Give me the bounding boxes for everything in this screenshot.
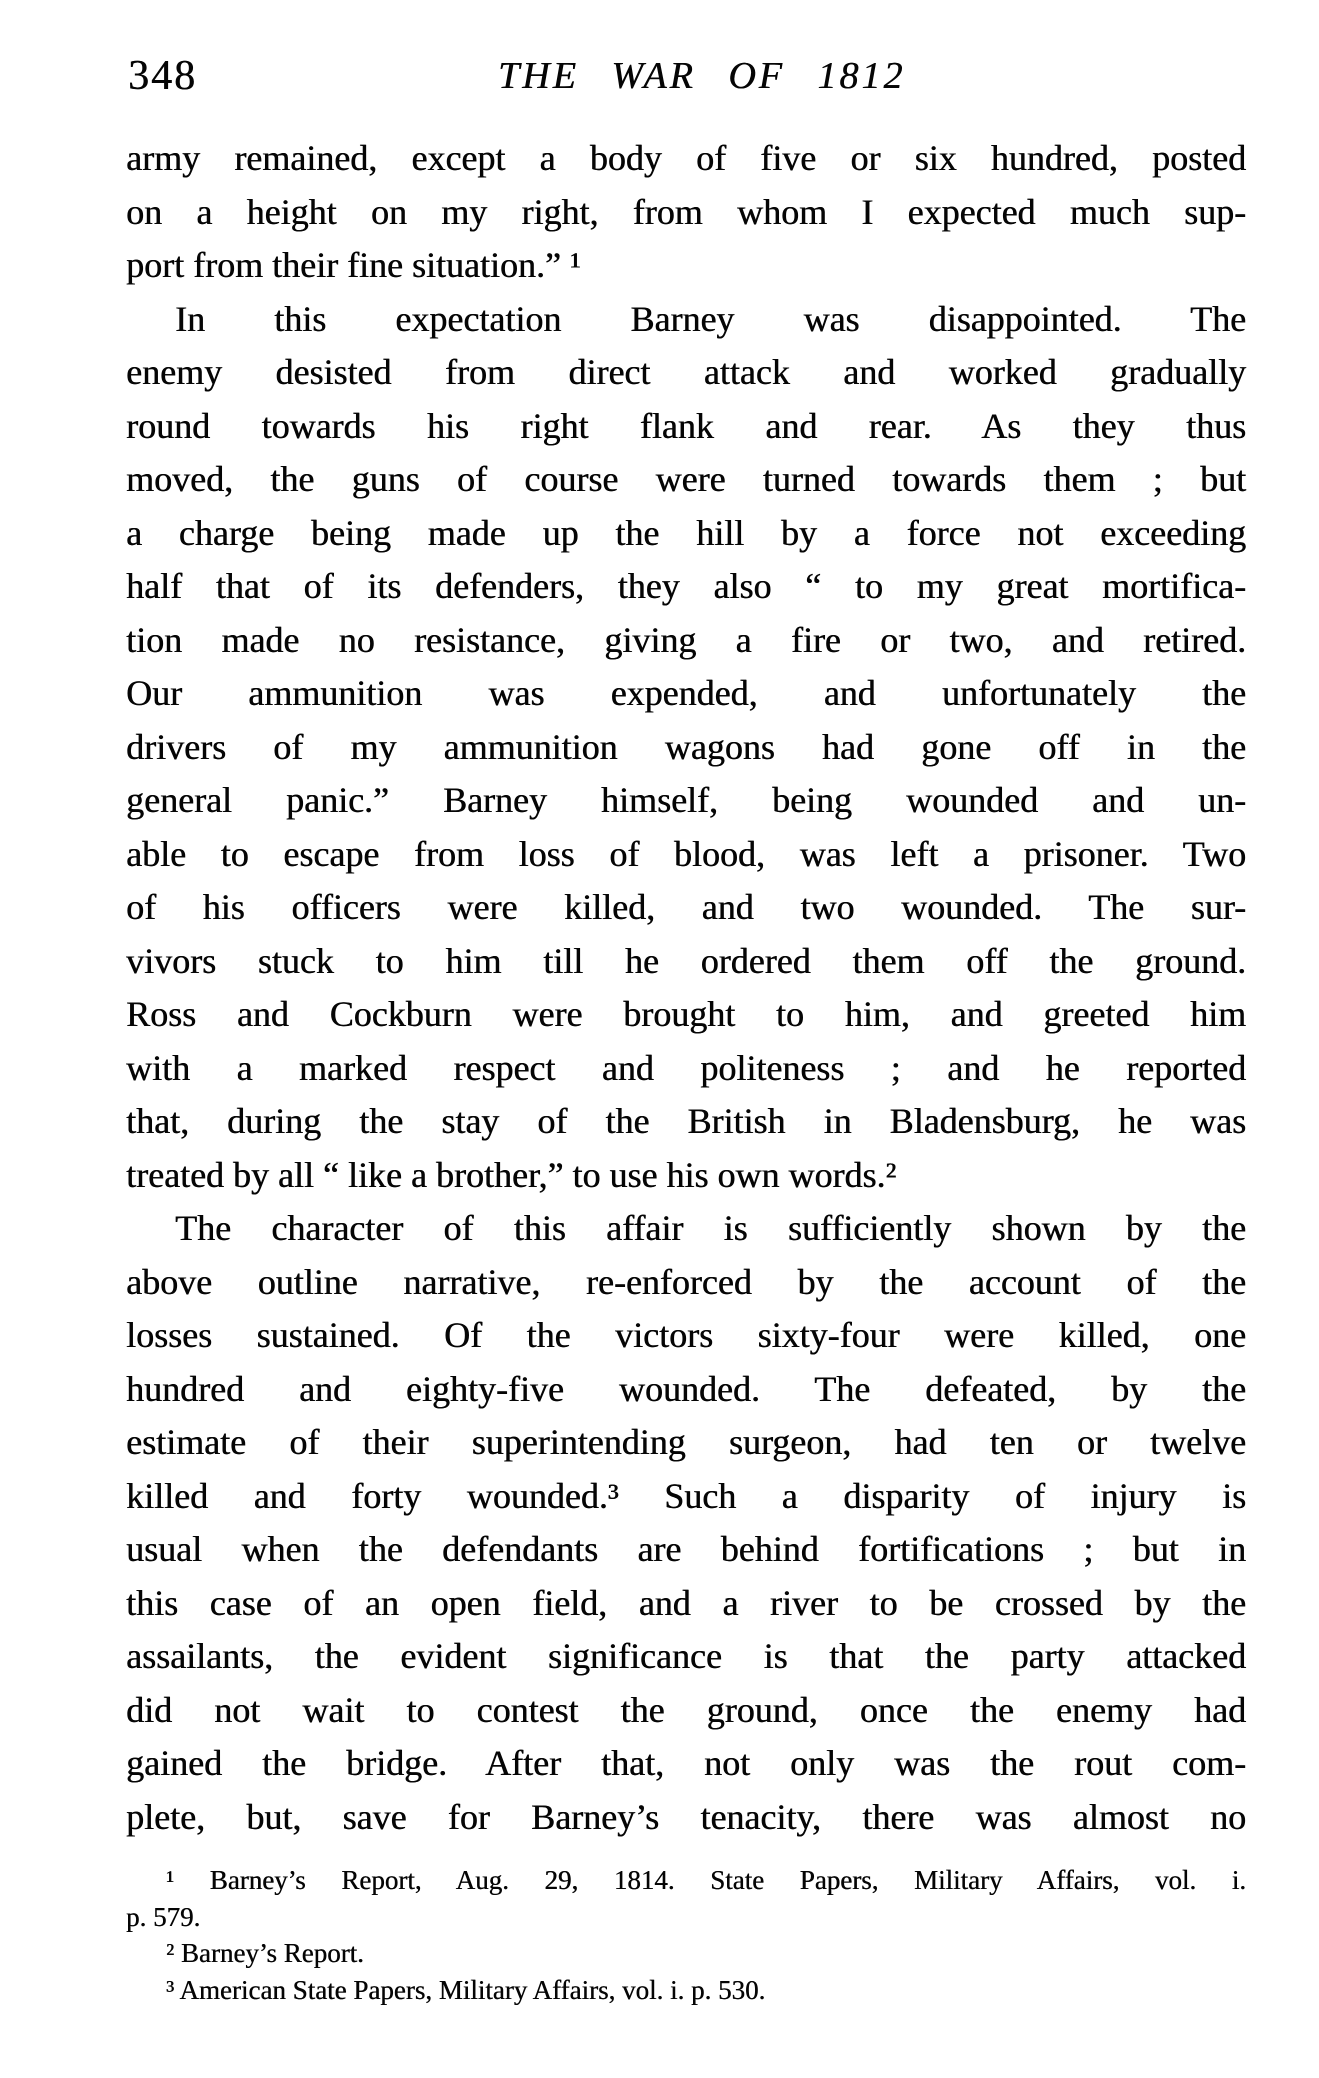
body-line: above outline narrative, re-enforced by the account of the [126, 1261, 1246, 1302]
body-line: on a height on my right, from whom I expected much sup- [126, 191, 1246, 232]
body-text [126, 132, 1246, 1844]
body-line: vivors stuck to him till he ordered them off the ground. [126, 940, 1246, 981]
body-line: army remained, except a body of five or six hundred, posted [126, 138, 1246, 178]
body-line: port from their fine situation.” ¹ [126, 245, 581, 285]
body-line: tion made no resistance, giving a fire or two, and retired. [126, 619, 1246, 660]
body-line: estimate of their superintending surgeon, had ten or twelve [126, 1422, 1246, 1462]
footnote-line: ¹ Barney’s Report, Aug. 29, 1814. State Papers, Military Affairs, vol. i. [166, 1865, 1246, 1895]
body-line: drivers of my ammunition wagons had gone off in the [126, 726, 1246, 767]
footnote-line: p. 579. [126, 1901, 201, 1932]
body-line: of his officers were killed, and two wounded. The sur- [126, 887, 1246, 927]
body-line: able to escape from loss of blood, was left a prisoner. Two [126, 833, 1246, 874]
body-line: In this expectation Barney was disappointed. The [175, 298, 1246, 339]
body-line: treated by all “ like a brother,” to use his own words.² [126, 1154, 897, 1195]
body-line: round towards his right flank and rear. As they thus [126, 405, 1246, 446]
footnote-line: ² Barney’s Report. [166, 1938, 364, 1968]
body-line: hundred and eighty-five wounded. The defeated, by the [126, 1368, 1246, 1409]
body-line: moved, the guns of course were turned towards them ; but [126, 459, 1246, 499]
body-line: half that of its defenders, they also “ to my great mortifica- [126, 566, 1246, 606]
body-line: losses sustained. Of the victors sixty-four were killed, one [126, 1315, 1246, 1355]
page-header [126, 50, 1245, 100]
body-line: plete, but, save for Barney’s tenacity, there was almost no [126, 1796, 1246, 1837]
body-line: gained the bridge. After that, not only was the rout com- [126, 1743, 1246, 1783]
footnotes [126, 1862, 1246, 2008]
body-line: a charge being made up the hill by a force not exceeding [126, 512, 1246, 553]
body-line: enemy desisted from direct attack and worked gradually [126, 352, 1246, 392]
body-line: usual when the defendants are behind fortifications ; but in [126, 1529, 1246, 1569]
body-line: Our ammunition was expended, and unfortunately the [126, 673, 1246, 713]
running-title: THE WAR OF 1812 [498, 55, 906, 97]
body-line: did not wait to contest the ground, once the enemy had [126, 1689, 1246, 1730]
body-line: The character of this affair is sufficiently shown by the [175, 1208, 1246, 1248]
body-line: with a marked respect and politeness ; and he reported [126, 1047, 1246, 1088]
body-line: that, during the stay of the British in Bladensburg, he was [126, 1101, 1246, 1141]
body-line: this case of an open field, and a river to be crossed by the [126, 1582, 1246, 1623]
footnote-line: ³ American State Papers, Military Affairs, vol. i. p. 530. [166, 1974, 766, 2005]
body-line: killed and forty wounded.³ Such a disparity of injury is [126, 1475, 1246, 1516]
body-line: assailants, the evident significance is that the party attacked [126, 1636, 1246, 1676]
body-line: general panic.” Barney himself, being wounded and un- [126, 780, 1246, 820]
page-number: 348 [128, 53, 197, 99]
body-line: Ross and Cockburn were brought to him, and greeted him [126, 994, 1246, 1034]
